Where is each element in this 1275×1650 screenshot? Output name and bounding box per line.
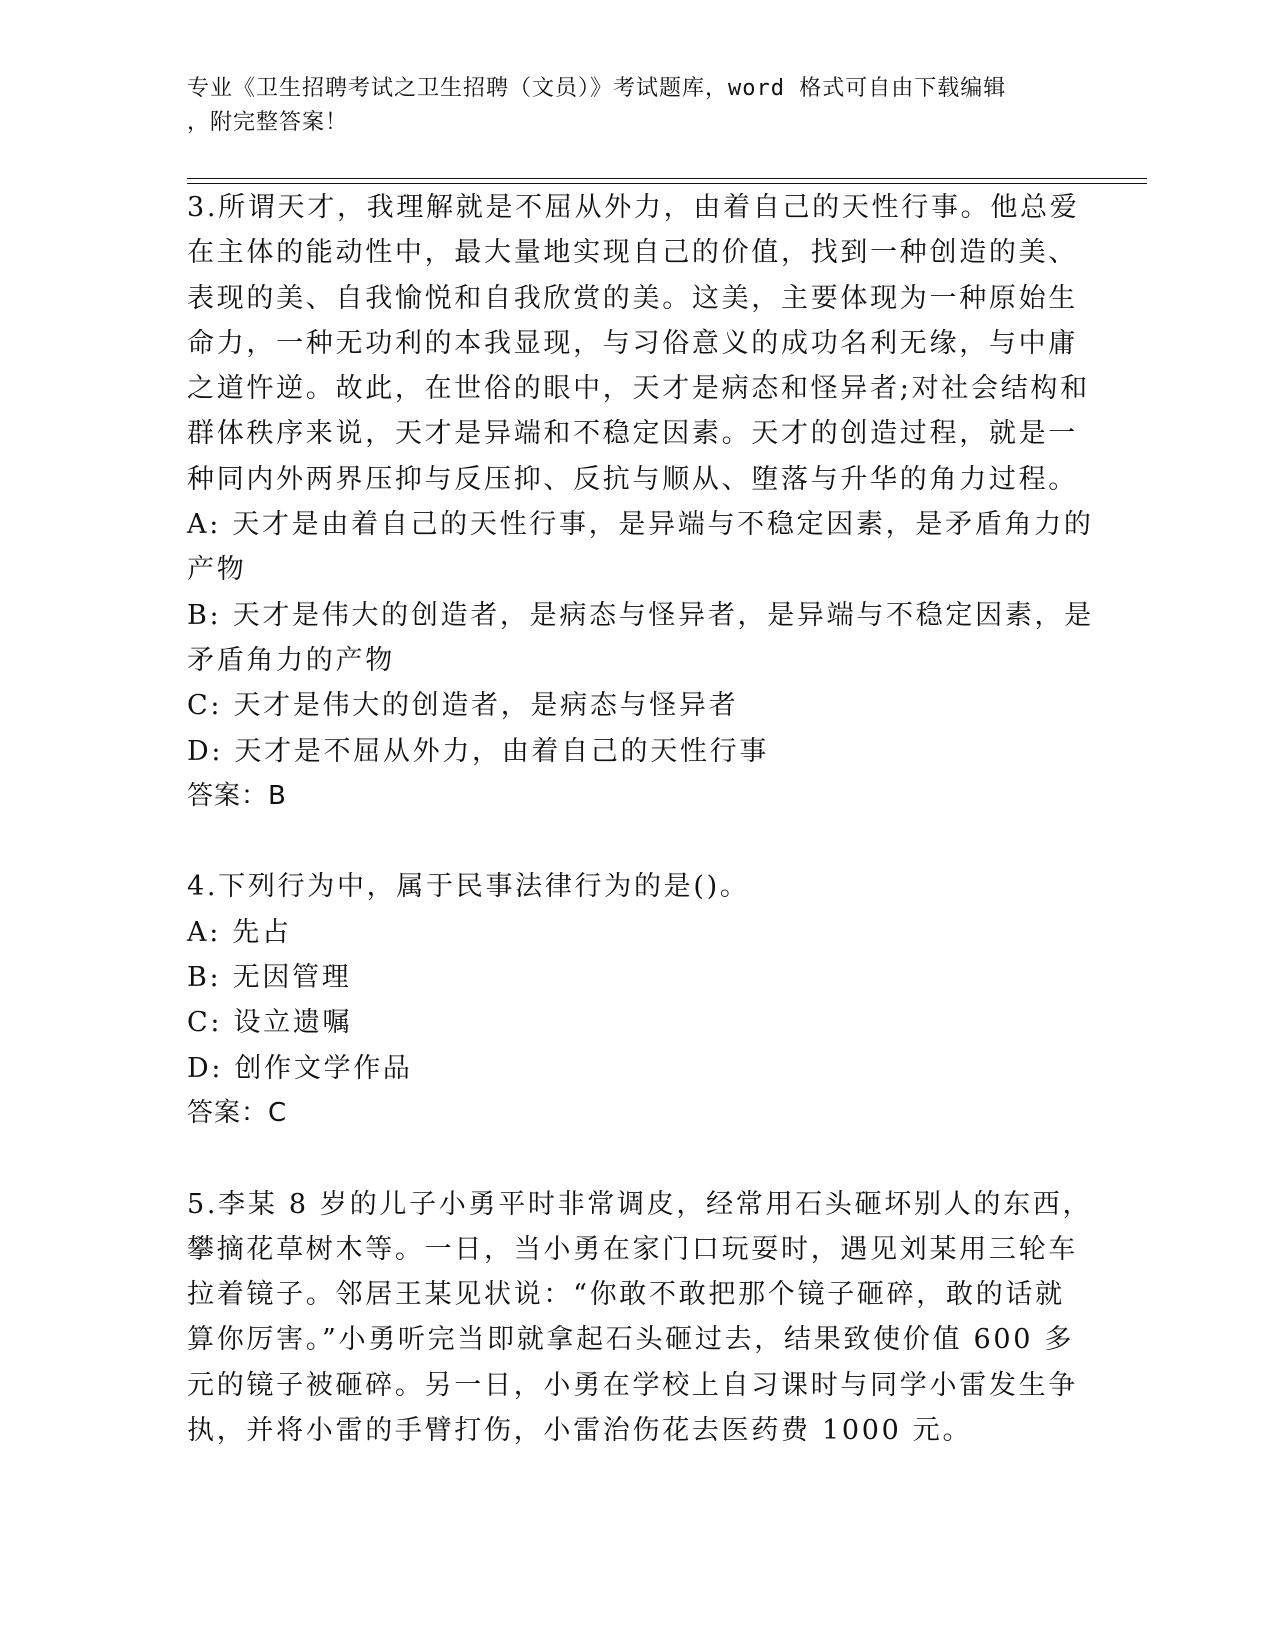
option-d: D: 创作文学作品 <box>187 1052 413 1084</box>
question-stem-line: 元的镜子被砸碎。另一日，小勇在学校上自习课时与同学小雷发生争 <box>187 1369 1078 1401</box>
option-b-continuation: 矛盾角力的产物 <box>187 644 395 676</box>
question-stem-line: 群体秩序来说，天才是异端和不稳定因素。天才的创造过程，就是一 <box>187 418 1078 450</box>
question-list <box>187 185 1094 1453</box>
question-stem-line: 执，并将小雷的手臂打伤，小雷治伤花去医药费 1000 元。 <box>187 1415 973 1447</box>
question-4 <box>187 864 1087 1136</box>
header-title-continuation: ，附完整答案！ <box>187 110 349 135</box>
question-stem-line: 5.李某 8 岁的儿子小勇平时非常调皮，经常用石头砸坏别人的东西， <box>187 1188 1093 1220</box>
option-a: A: 先占 <box>187 916 292 948</box>
question-stem-line: 种同内外两界压抑与反压抑、反抗与顺从、堕落与升华的角力过程。 <box>187 463 1078 495</box>
header-rule-top <box>187 178 1147 179</box>
option-a-continuation: 产物 <box>187 554 247 586</box>
question-stem-line: 3.所谓天才，我理解就是不屈从外力，由着自己的天性行事。他总爱 <box>187 192 1080 223</box>
question-stem-line: 拉着镜子。邻居王某见状说：“你敢不敢把那个镜子砸碎，敢的话就 <box>187 1279 1065 1311</box>
question-stem-line: 攀摘花草树木等。一日，当小勇在家门口玩耍时，遇见刘某用三轮车 <box>187 1233 1078 1265</box>
document-header <box>187 72 1067 140</box>
option-c: C: 天才是伟大的创造者，是病态与怪异者 <box>187 690 739 722</box>
answer-label: 答案：B <box>187 780 287 811</box>
question-stem-line: 算你厉害。”小勇听完当即就拿起石头砸过去，结果致使价值 600 多 <box>187 1324 1075 1356</box>
question-spacer <box>187 819 1087 864</box>
question-3 <box>187 185 1094 819</box>
option-c: C: 设立遗嘱 <box>187 1007 353 1039</box>
answer-label: 答案：C <box>187 1097 288 1128</box>
option-a: A: 天才是由着自己的天性行事，是异端与不稳定因素，是矛盾角力的 <box>187 509 1094 541</box>
option-b: B: 无因管理 <box>187 962 352 994</box>
question-stem-line: 命力，一种无功利的本我显现，与习俗意义的成功名利无缘，与中庸 <box>187 327 1078 359</box>
question-stem-line: 在主体的能动性中，最大量地实现自己的价值，找到一种创造的美、 <box>187 237 1078 269</box>
header-rule-bottom <box>187 183 1147 184</box>
question-5 <box>187 1182 1093 1454</box>
question-spacer <box>187 1136 1087 1181</box>
option-b: B: 天才是伟大的创造者，是病态与怪异者，是异端与不稳定因素，是 <box>187 599 1094 631</box>
header-title-line: 专业《卫生招聘考试之卫生招聘（文员）》考试题库，word 格式可自由下载编辑 <box>187 76 1007 101</box>
option-d: D: 天才是不屈从外力，由着自己的天性行事 <box>187 735 770 767</box>
question-stem-line: 4.下列行为中，属于民事法律行为的是()。 <box>187 871 750 903</box>
question-stem-line: 表现的美、自我愉悦和自我欣赏的美。这美，主要体现为一种原始生 <box>187 282 1078 314</box>
question-stem-line: 之道忤逆。故此，在世俗的眼中，天才是病态和怪异者;对社会结构和 <box>187 373 1090 405</box>
